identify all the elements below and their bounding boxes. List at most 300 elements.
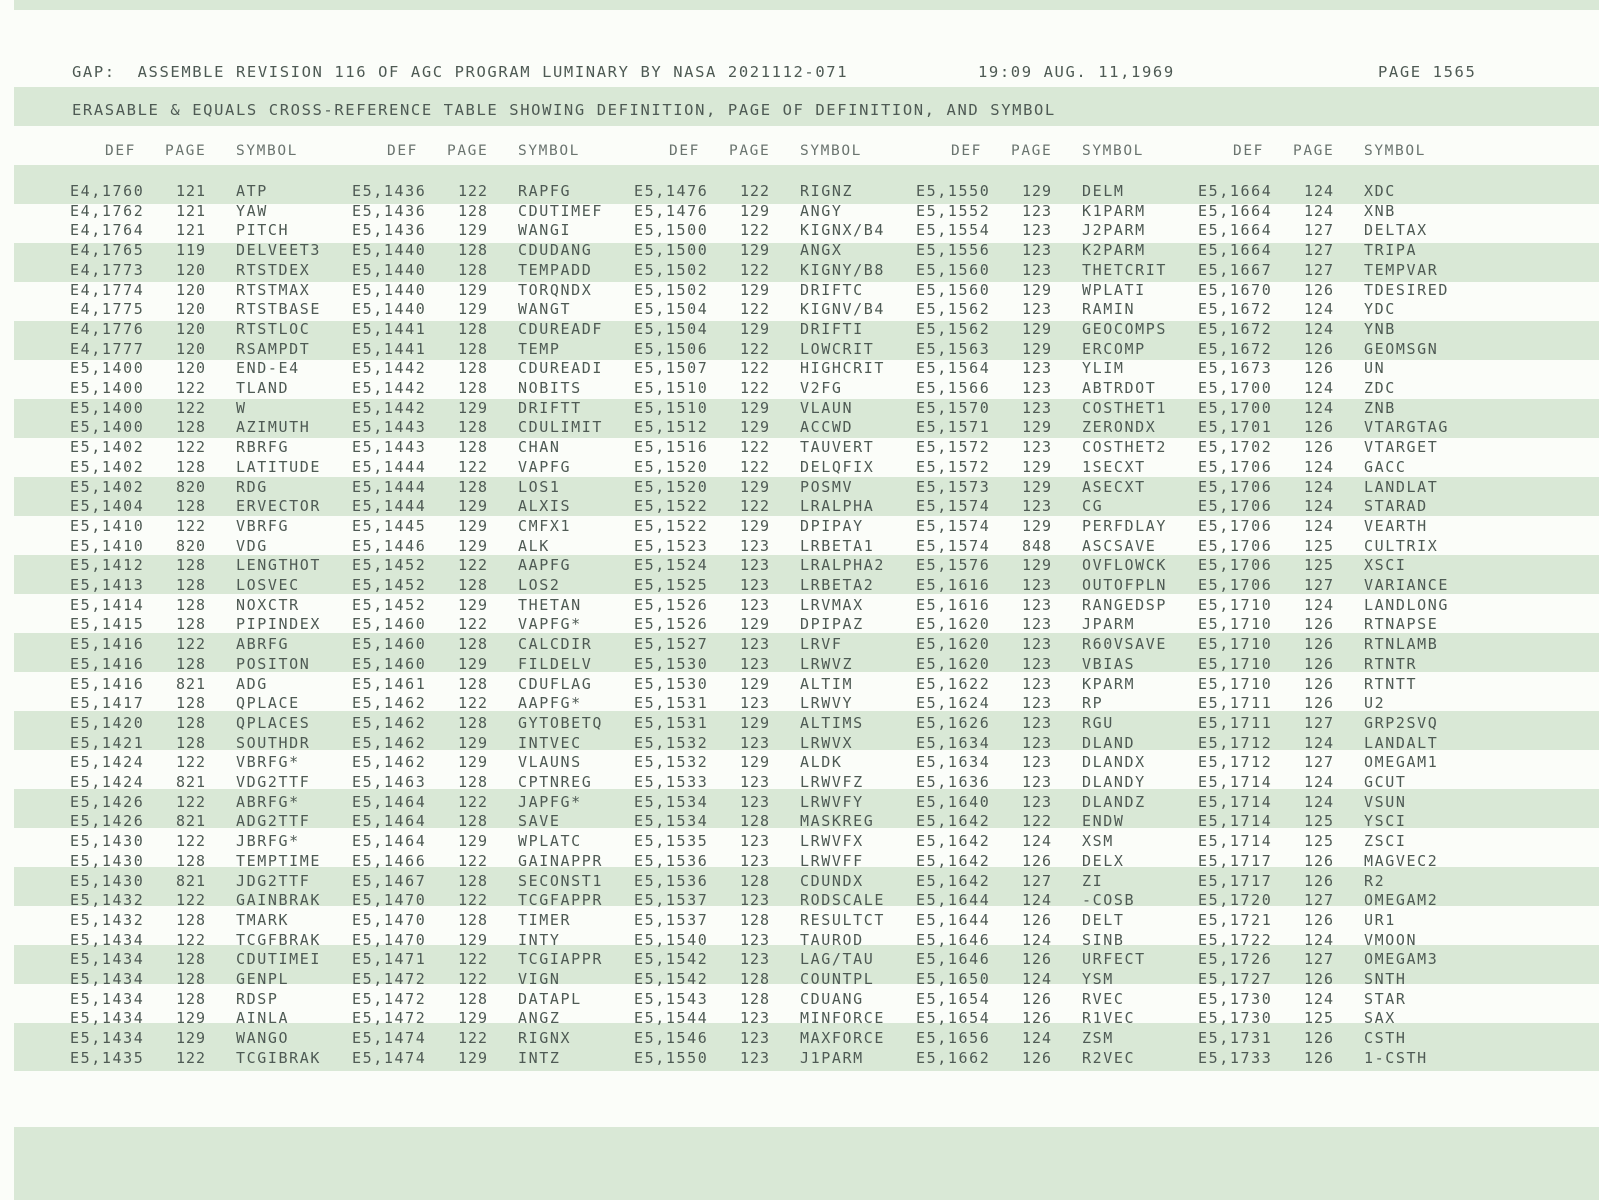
symbol-cell: ERCOMP xyxy=(1082,340,1146,358)
symbol-cell: TORQNDX xyxy=(518,281,593,299)
symbol-cell: GYTOBETQ xyxy=(518,714,604,732)
symbol-cell: ABTRDOT xyxy=(1082,379,1157,397)
table-row xyxy=(0,733,1599,753)
symbol-cell: SOUTHDR xyxy=(236,734,311,752)
page-cell: 126 xyxy=(1304,359,1335,377)
symbol-cell: RTNTT xyxy=(1364,675,1418,693)
def-cell: E5,1526 xyxy=(634,596,709,614)
table-row xyxy=(0,536,1599,556)
def-cell: E5,1464 xyxy=(352,832,427,850)
table-row xyxy=(0,339,1599,359)
symbol-cell: RAMIN xyxy=(1082,300,1136,318)
def-cell: E5,1432 xyxy=(70,891,145,909)
def-cell: E5,1624 xyxy=(916,694,991,712)
def-cell: E5,1720 xyxy=(1198,891,1273,909)
def-cell: E5,1417 xyxy=(70,694,145,712)
table-row xyxy=(0,989,1599,1009)
header-title: GAP: ASSEMBLE REVISION 116 OF AGC PROGRAM LUMINARY BY NASA 2021112-071 xyxy=(72,63,849,81)
page-cell: 123 xyxy=(1022,379,1053,397)
def-cell: E5,1410 xyxy=(70,517,145,535)
def-cell: E5,1507 xyxy=(634,359,709,377)
def-cell: E5,1644 xyxy=(916,891,991,909)
symbol-cell: DLANDZ xyxy=(1082,793,1146,811)
page-cell: 123 xyxy=(1022,596,1053,614)
symbol-cell: DELM xyxy=(1082,182,1125,200)
def-cell: E5,1520 xyxy=(634,458,709,476)
def-cell: E5,1470 xyxy=(352,931,427,949)
table-row xyxy=(0,1008,1599,1028)
def-cell: E5,1706 xyxy=(1198,537,1273,555)
def-cell: E5,1466 xyxy=(352,852,427,870)
page-cell: 129 xyxy=(458,221,489,239)
page-cell: 128 xyxy=(458,911,489,929)
page-cell: 129 xyxy=(740,202,771,220)
page-cell: 129 xyxy=(458,497,489,515)
table-row xyxy=(0,201,1599,221)
page-cell: 129 xyxy=(740,517,771,535)
page-cell: 128 xyxy=(176,852,207,870)
def-cell: E5,1572 xyxy=(916,458,991,476)
page-cell: 129 xyxy=(1022,320,1053,338)
page-cell: 123 xyxy=(740,832,771,850)
def-cell: E5,1415 xyxy=(70,615,145,633)
def-cell: E5,1536 xyxy=(634,872,709,890)
def-cell: E5,1532 xyxy=(634,753,709,771)
page-cell: 128 xyxy=(176,694,207,712)
header-timestamp: 19:09 AUG. 11,1969 xyxy=(978,63,1175,81)
symbol-cell: V2FG xyxy=(800,379,843,397)
def-cell: E5,1452 xyxy=(352,576,427,594)
table-row xyxy=(0,457,1599,477)
symbol-cell: LRWVFF xyxy=(800,852,864,870)
page-cell: 123 xyxy=(1022,734,1053,752)
symbol-cell: RTNLAMB xyxy=(1364,635,1439,653)
page-cell: 124 xyxy=(1304,990,1335,1008)
page-cell: 125 xyxy=(1304,832,1335,850)
page-cell: 128 xyxy=(740,911,771,929)
page-cell: 128 xyxy=(176,556,207,574)
def-cell: E5,1400 xyxy=(70,418,145,436)
symbol-cell: UR1 xyxy=(1364,911,1396,929)
def-cell: E5,1446 xyxy=(352,537,427,555)
page-cell: 129 xyxy=(740,241,771,259)
def-cell: E5,1416 xyxy=(70,675,145,693)
table-row xyxy=(0,674,1599,694)
def-cell: E5,1710 xyxy=(1198,675,1273,693)
def-cell: E5,1701 xyxy=(1198,418,1273,436)
def-cell: E5,1470 xyxy=(352,911,427,929)
def-cell: E5,1413 xyxy=(70,576,145,594)
symbol-cell: ALDK xyxy=(800,753,843,771)
symbol-cell: LANDLAT xyxy=(1364,478,1439,496)
def-cell: E5,1476 xyxy=(634,202,709,220)
def-cell: E5,1424 xyxy=(70,753,145,771)
def-cell: E5,1510 xyxy=(634,379,709,397)
symbol-cell: DPIPAY xyxy=(800,517,864,535)
def-cell: E5,1731 xyxy=(1198,1029,1273,1047)
def-cell: E5,1562 xyxy=(916,320,991,338)
def-cell: E5,1664 xyxy=(1198,241,1273,259)
page-cell: 129 xyxy=(740,281,771,299)
def-cell: E5,1536 xyxy=(634,852,709,870)
symbol-cell: CDUTIMEF xyxy=(518,202,604,220)
page-cell: 122 xyxy=(740,438,771,456)
page-cell: 129 xyxy=(740,615,771,633)
page-cell: 123 xyxy=(740,773,771,791)
page-cell: 123 xyxy=(1022,438,1053,456)
page-cell: 123 xyxy=(740,931,771,949)
page-cell: 129 xyxy=(458,931,489,949)
page-cell: 128 xyxy=(458,320,489,338)
page-cell: 128 xyxy=(740,872,771,890)
def-cell: E5,1642 xyxy=(916,872,991,890)
def-cell: E5,1445 xyxy=(352,517,427,535)
symbol-cell: SECONST1 xyxy=(518,872,604,890)
symbol-cell: LRWVZ xyxy=(800,655,854,673)
def-cell: E5,1572 xyxy=(916,438,991,456)
page-cell: 120 xyxy=(176,261,207,279)
symbol-cell: LENGTHOT xyxy=(236,556,322,574)
def-cell: E5,1562 xyxy=(916,300,991,318)
page-cell: 119 xyxy=(176,241,207,259)
symbol-cell: GEOCOMPS xyxy=(1082,320,1168,338)
page-cell: 124 xyxy=(1304,478,1335,496)
page-cell: 126 xyxy=(1304,418,1335,436)
page-cell: 127 xyxy=(1304,714,1335,732)
page-cell: 129 xyxy=(740,714,771,732)
def-cell: E5,1532 xyxy=(634,734,709,752)
symbol-cell: TAUROD xyxy=(800,931,864,949)
def-cell: E5,1436 xyxy=(352,202,427,220)
page-cell: 821 xyxy=(176,773,207,791)
def-cell: E5,1522 xyxy=(634,517,709,535)
page-cell: 128 xyxy=(458,379,489,397)
symbol-cell: WANGI xyxy=(518,221,572,239)
def-cell: E5,1717 xyxy=(1198,872,1273,890)
page-cell: 123 xyxy=(740,852,771,870)
def-cell: E5,1702 xyxy=(1198,438,1273,456)
page-cell: 126 xyxy=(1304,635,1335,653)
symbol-cell: CDUREADI xyxy=(518,359,604,377)
def-cell: E5,1672 xyxy=(1198,340,1273,358)
page-cell: 123 xyxy=(740,891,771,909)
def-cell: E5,1434 xyxy=(70,990,145,1008)
page-cell: 128 xyxy=(458,635,489,653)
symbol-cell: LRBETA1 xyxy=(800,537,875,555)
page-cell: 126 xyxy=(1304,911,1335,929)
def-cell: E5,1533 xyxy=(634,773,709,791)
symbol-cell: RSAMPDT xyxy=(236,340,311,358)
page-cell: 128 xyxy=(458,202,489,220)
page-cell: 128 xyxy=(458,340,489,358)
def-cell: E5,1634 xyxy=(916,734,991,752)
page-cell: 128 xyxy=(458,773,489,791)
def-cell: E5,1672 xyxy=(1198,320,1273,338)
def-cell: E5,1404 xyxy=(70,497,145,515)
symbol-cell: VDG2TTF xyxy=(236,773,311,791)
def-cell: E4,1760 xyxy=(70,182,145,200)
table-row xyxy=(0,516,1599,536)
def-cell: E5,1430 xyxy=(70,872,145,890)
def-cell: E5,1470 xyxy=(352,891,427,909)
symbol-cell: GEOMSGN xyxy=(1364,340,1439,358)
symbol-cell: INTY xyxy=(518,931,561,949)
table-row xyxy=(0,496,1599,516)
symbol-cell: OMEGAM3 xyxy=(1364,950,1439,968)
def-cell: E5,1460 xyxy=(352,615,427,633)
symbol-cell: ACCWD xyxy=(800,418,854,436)
page-cell: 124 xyxy=(1304,931,1335,949)
def-cell: E4,1764 xyxy=(70,221,145,239)
def-cell: E5,1722 xyxy=(1198,931,1273,949)
table-row xyxy=(0,398,1599,418)
symbol-cell: DELVEET3 xyxy=(236,241,322,259)
page-cell: 129 xyxy=(1022,556,1053,574)
table-row xyxy=(0,634,1599,654)
page-cell: 126 xyxy=(1022,1009,1053,1027)
def-cell: E5,1664 xyxy=(1198,202,1273,220)
def-cell: E5,1402 xyxy=(70,458,145,476)
table-row xyxy=(0,280,1599,300)
symbol-cell: TEMPTIME xyxy=(236,852,322,870)
def-cell: E5,1441 xyxy=(352,340,427,358)
def-cell: E5,1644 xyxy=(916,911,991,929)
def-cell: E5,1700 xyxy=(1198,399,1273,417)
def-cell: E5,1460 xyxy=(352,655,427,673)
page-cell: 129 xyxy=(458,655,489,673)
page-cell: 128 xyxy=(458,418,489,436)
column-header-row xyxy=(0,141,1599,161)
symbol-cell: VLAUNS xyxy=(518,753,582,771)
def-cell: E5,1563 xyxy=(916,340,991,358)
page-cell: 129 xyxy=(458,1009,489,1027)
def-cell: E5,1520 xyxy=(634,478,709,496)
page-cell: 129 xyxy=(458,596,489,614)
symbol-cell: CDUANG xyxy=(800,990,864,1008)
def-cell: E5,1706 xyxy=(1198,517,1273,535)
def-cell: E5,1700 xyxy=(1198,379,1273,397)
page-cell: 122 xyxy=(176,399,207,417)
symbol-cell: LANDLONG xyxy=(1364,596,1450,614)
symbol-cell: K2PARM xyxy=(1082,241,1146,259)
def-cell: E5,1664 xyxy=(1198,182,1273,200)
page-cell: 129 xyxy=(458,832,489,850)
page-cell: 129 xyxy=(1022,517,1053,535)
symbol-cell: YSCI xyxy=(1364,812,1407,830)
def-cell: E5,1544 xyxy=(634,1009,709,1027)
def-cell: E5,1706 xyxy=(1198,576,1273,594)
def-cell: E5,1416 xyxy=(70,655,145,673)
def-cell: E5,1537 xyxy=(634,891,709,909)
page-cell: 128 xyxy=(176,714,207,732)
page-cell: 123 xyxy=(740,734,771,752)
def-cell: E5,1472 xyxy=(352,1009,427,1027)
page-cell: 124 xyxy=(1304,320,1335,338)
symbol-cell: TLAND xyxy=(236,379,290,397)
symbol-cell: COSTHET1 xyxy=(1082,399,1168,417)
def-cell: E5,1442 xyxy=(352,379,427,397)
def-cell: E5,1721 xyxy=(1198,911,1273,929)
page-cell: 127 xyxy=(1304,576,1335,594)
page-cell: 122 xyxy=(458,852,489,870)
def-cell: E5,1424 xyxy=(70,773,145,791)
page-cell: 128 xyxy=(176,458,207,476)
def-cell: E5,1543 xyxy=(634,990,709,1008)
def-cell: E5,1400 xyxy=(70,399,145,417)
symbol-cell: ALTIMS xyxy=(800,714,864,732)
symbol-cell: LOWCRIT xyxy=(800,340,875,358)
symbol-cell: RDSP xyxy=(236,990,279,1008)
def-cell: E5,1510 xyxy=(634,399,709,417)
def-cell: E5,1530 xyxy=(634,655,709,673)
column-header-symbol: SYMBOL xyxy=(1082,143,1144,159)
def-cell: E5,1442 xyxy=(352,359,427,377)
page-cell: 122 xyxy=(458,182,489,200)
symbol-cell: -COSB xyxy=(1082,891,1136,909)
def-cell: E5,1573 xyxy=(916,478,991,496)
page-cell: 129 xyxy=(740,418,771,436)
def-cell: E5,1444 xyxy=(352,458,427,476)
symbol-cell: TAUVERT xyxy=(800,438,875,456)
page-cell: 126 xyxy=(1022,911,1053,929)
page-cell: 129 xyxy=(1022,458,1053,476)
def-cell: E5,1531 xyxy=(634,714,709,732)
symbol-cell: R2 xyxy=(1364,872,1386,890)
symbol-cell: VAPFG* xyxy=(518,615,582,633)
symbol-cell: INTVEC xyxy=(518,734,582,752)
page-cell: 129 xyxy=(1022,281,1053,299)
def-cell: E5,1472 xyxy=(352,990,427,1008)
def-cell: E5,1733 xyxy=(1198,1049,1273,1067)
def-cell: E5,1434 xyxy=(70,970,145,988)
page-cell: 128 xyxy=(176,990,207,1008)
def-cell: E5,1506 xyxy=(634,340,709,358)
symbol-cell: TCGIAPPR xyxy=(518,950,604,968)
symbol-cell: VSUN xyxy=(1364,793,1407,811)
page-cell: 820 xyxy=(176,478,207,496)
def-cell: E5,1574 xyxy=(916,537,991,555)
symbol-cell: CMFX1 xyxy=(518,517,572,535)
table-row xyxy=(0,949,1599,969)
def-cell: E5,1500 xyxy=(634,241,709,259)
page-cell: 121 xyxy=(176,202,207,220)
def-cell: E5,1560 xyxy=(916,261,991,279)
symbol-cell: RIGNZ xyxy=(800,182,854,200)
def-cell: E5,1402 xyxy=(70,478,145,496)
page-cell: 126 xyxy=(1022,852,1053,870)
page-cell: 121 xyxy=(176,221,207,239)
table-row xyxy=(0,319,1599,339)
symbol-cell: R60VSAVE xyxy=(1082,635,1168,653)
page-cell: 125 xyxy=(1304,556,1335,574)
symbol-cell: ATP xyxy=(236,182,268,200)
symbol-cell: ANGZ xyxy=(518,1009,561,1027)
def-cell: E5,1421 xyxy=(70,734,145,752)
page-cell: 129 xyxy=(1022,340,1053,358)
symbol-cell: SNTH xyxy=(1364,970,1407,988)
page-cell: 122 xyxy=(176,793,207,811)
page-cell: 128 xyxy=(176,911,207,929)
symbol-cell: RP xyxy=(1082,694,1104,712)
page-cell: 126 xyxy=(1022,950,1053,968)
symbol-cell: VIGN xyxy=(518,970,561,988)
page-cell: 128 xyxy=(176,418,207,436)
symbol-cell: MASKREG xyxy=(800,812,875,830)
symbol-cell: YLIM xyxy=(1082,359,1125,377)
symbol-cell: ZI xyxy=(1082,872,1104,890)
symbol-cell: CDUNDX xyxy=(800,872,864,890)
page-cell: 129 xyxy=(740,753,771,771)
symbol-cell: ZNB xyxy=(1364,399,1396,417)
symbol-cell: WANGO xyxy=(236,1029,290,1047)
def-cell: E5,1527 xyxy=(634,635,709,653)
table-row xyxy=(0,713,1599,733)
def-cell: E5,1662 xyxy=(916,1049,991,1067)
page-cell: 122 xyxy=(740,359,771,377)
def-cell: E5,1444 xyxy=(352,478,427,496)
symbol-cell: XDC xyxy=(1364,182,1396,200)
symbol-cell: CG xyxy=(1082,497,1104,515)
table-row xyxy=(0,910,1599,930)
def-cell: E5,1400 xyxy=(70,379,145,397)
page-cell: 129 xyxy=(458,1049,489,1067)
symbol-cell: RANGEDSP xyxy=(1082,596,1168,614)
page-cell: 122 xyxy=(176,438,207,456)
symbol-cell: COSTHET2 xyxy=(1082,438,1168,456)
def-cell: E5,1656 xyxy=(916,1029,991,1047)
def-cell: E5,1542 xyxy=(634,950,709,968)
page-cell: 124 xyxy=(1304,793,1335,811)
page-cell: 124 xyxy=(1304,379,1335,397)
symbol-cell: VLAUN xyxy=(800,399,854,417)
def-cell: E5,1414 xyxy=(70,596,145,614)
page-cell: 126 xyxy=(1304,970,1335,988)
symbol-cell: K1PARM xyxy=(1082,202,1146,220)
header-page: PAGE 1565 xyxy=(1378,63,1477,81)
page-cell: 128 xyxy=(458,990,489,1008)
def-cell: E5,1640 xyxy=(916,793,991,811)
page-cell: 125 xyxy=(1304,537,1335,555)
page-cell: 124 xyxy=(1304,596,1335,614)
def-cell: E4,1762 xyxy=(70,202,145,220)
column-header-symbol: SYMBOL xyxy=(518,143,580,159)
def-cell: E5,1576 xyxy=(916,556,991,574)
def-cell: E5,1502 xyxy=(634,281,709,299)
page-cell: 123 xyxy=(1022,753,1053,771)
page-cell: 126 xyxy=(1022,990,1053,1008)
symbol-cell: XSM xyxy=(1082,832,1114,850)
page-cell: 126 xyxy=(1304,615,1335,633)
def-cell: E5,1717 xyxy=(1198,852,1273,870)
page-cell: 123 xyxy=(740,1049,771,1067)
symbol-cell: UN xyxy=(1364,359,1386,377)
def-cell: E5,1452 xyxy=(352,556,427,574)
def-cell: E5,1654 xyxy=(916,990,991,1008)
page-cell: 129 xyxy=(458,537,489,555)
symbol-cell: ZERONDX xyxy=(1082,418,1157,436)
symbol-cell: RTNTR xyxy=(1364,655,1418,673)
column-header-page: PAGE xyxy=(447,143,489,159)
def-cell: E5,1534 xyxy=(634,812,709,830)
symbol-cell: DELX xyxy=(1082,852,1125,870)
symbol-cell: XNB xyxy=(1364,202,1396,220)
def-cell: E5,1560 xyxy=(916,281,991,299)
table-row xyxy=(0,614,1599,634)
page-cell: 124 xyxy=(1304,773,1335,791)
def-cell: E5,1616 xyxy=(916,576,991,594)
symbol-cell: MAXFORCE xyxy=(800,1029,886,1047)
symbol-cell: AAPFG* xyxy=(518,694,582,712)
